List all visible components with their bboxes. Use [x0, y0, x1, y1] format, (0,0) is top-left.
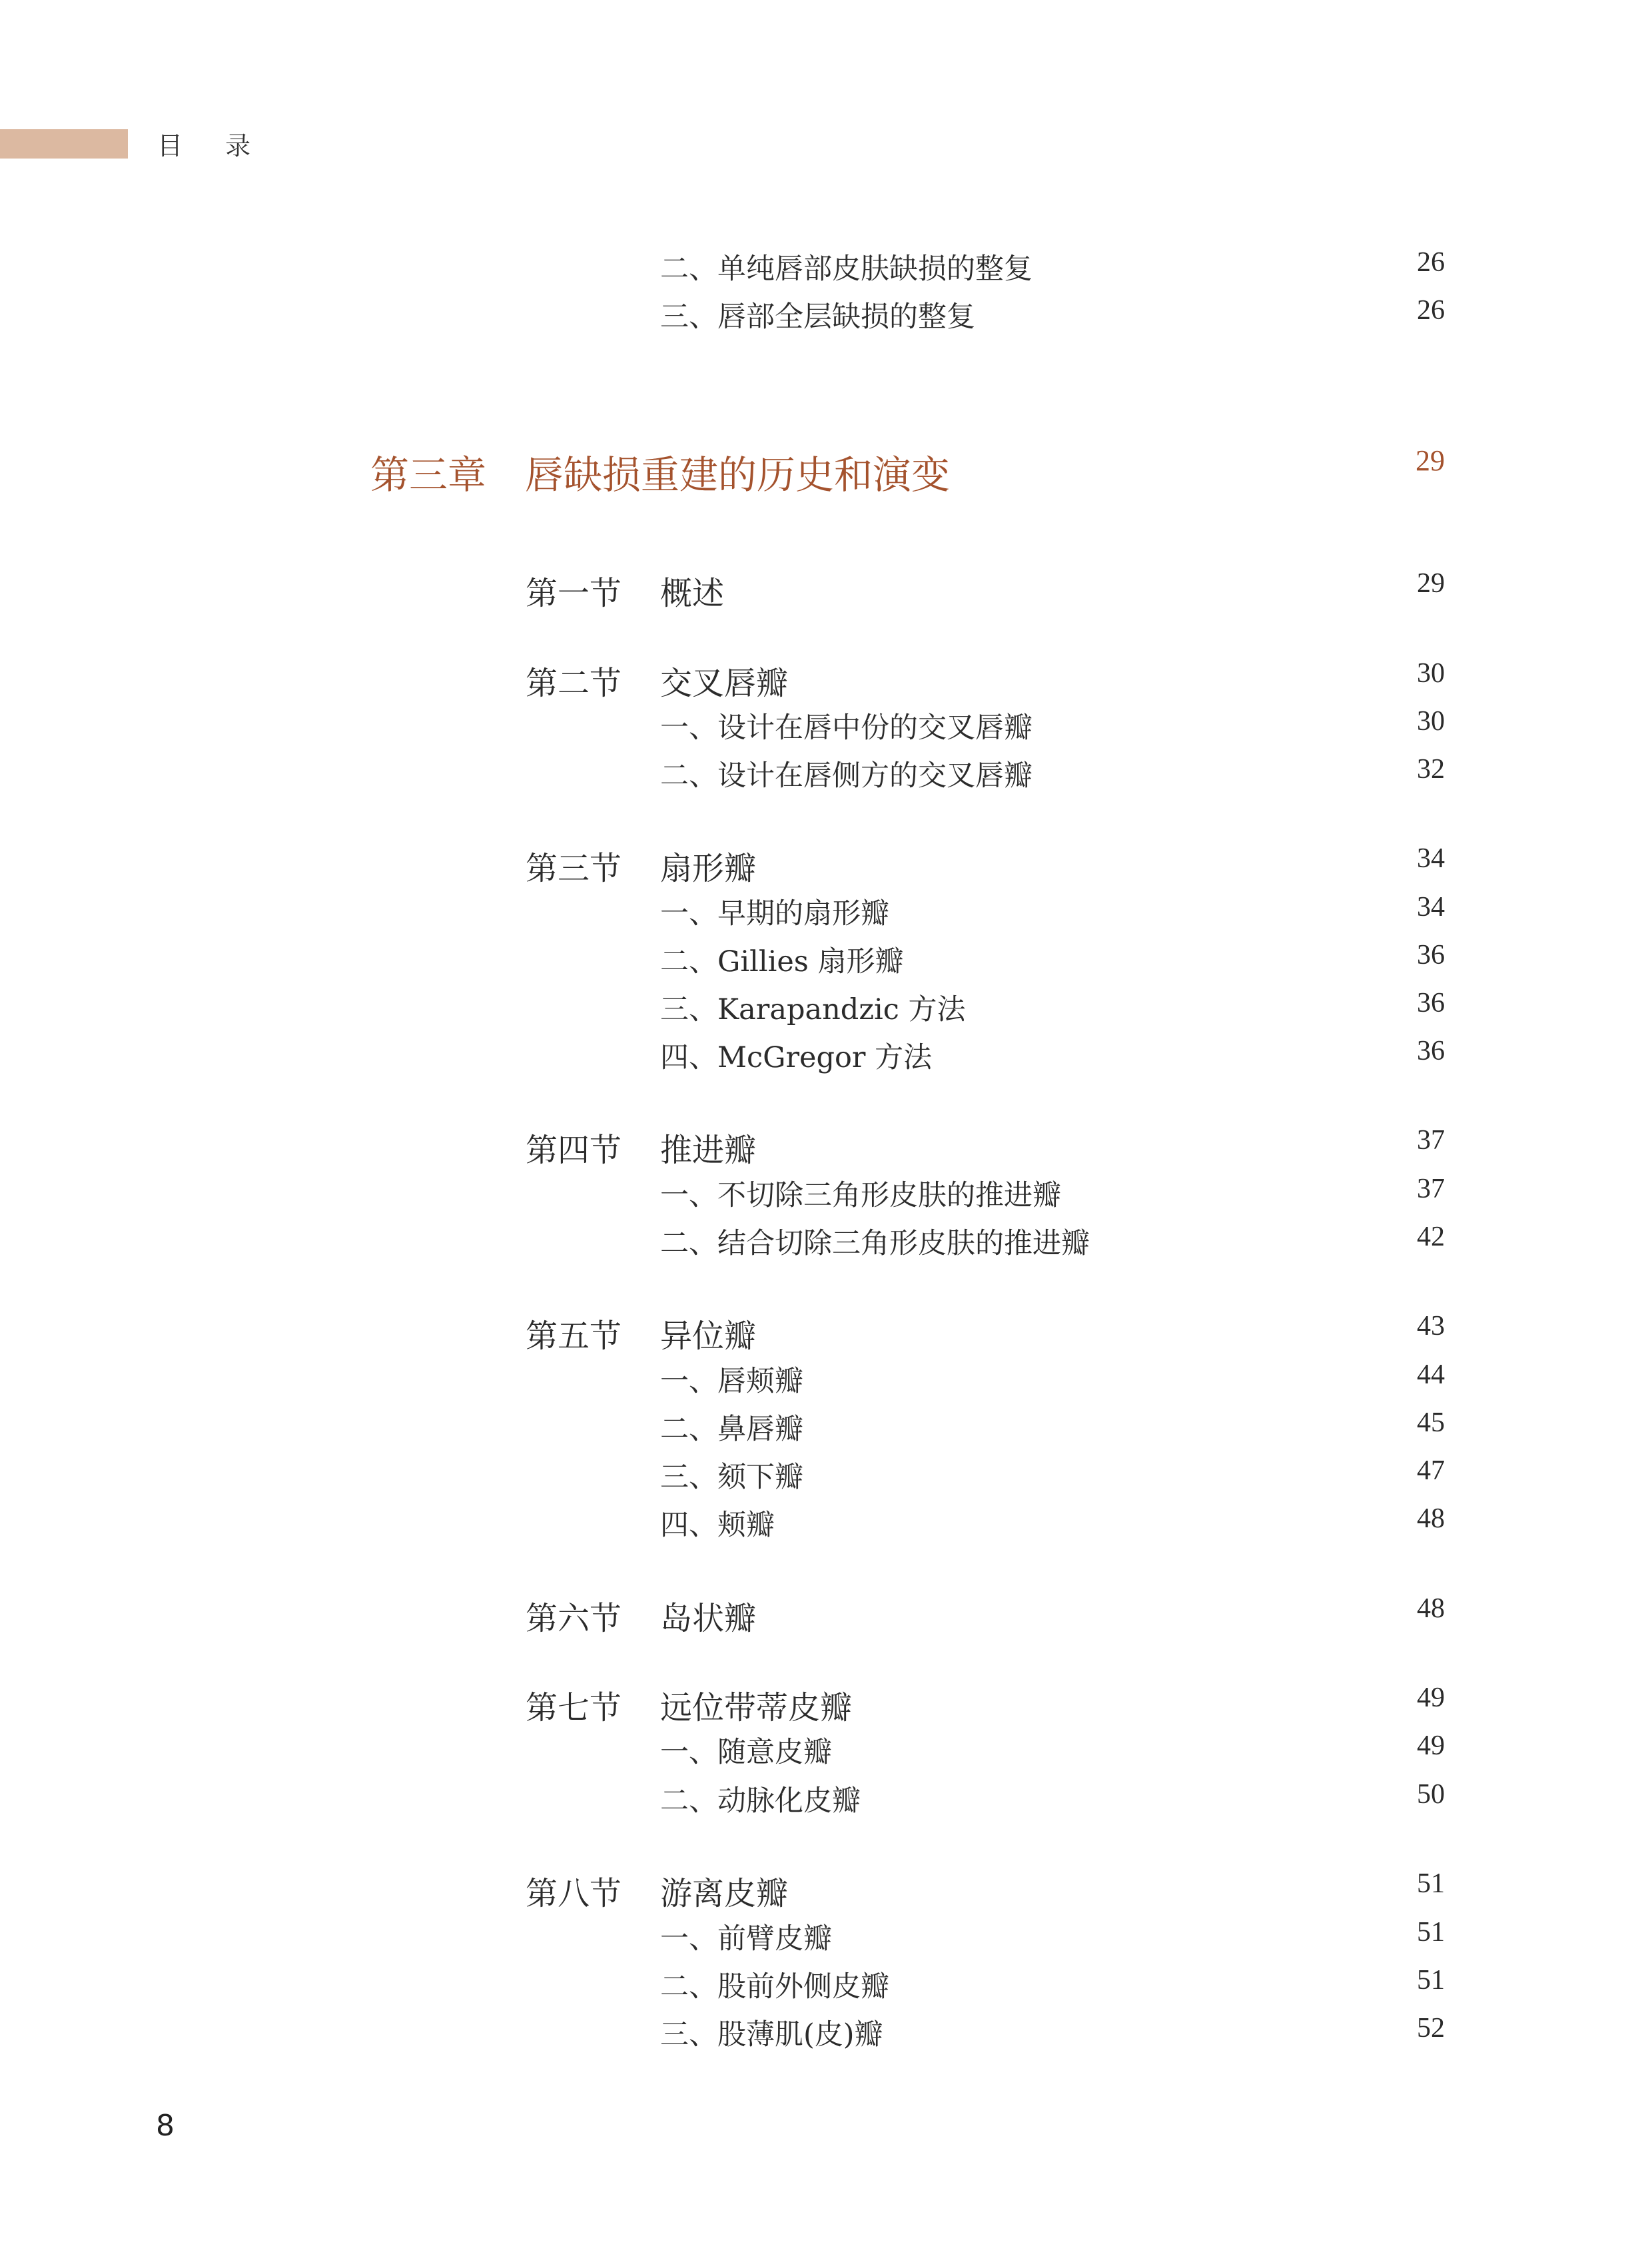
chapter-title: 唇缺损重建的历史和演变 — [525, 452, 951, 498]
toc-page-number: 36 — [1417, 940, 1445, 970]
toc-page-number: 51 — [1417, 1965, 1445, 1996]
toc-page-number: 30 — [1417, 706, 1445, 737]
toc-page-number: 49 — [1417, 1730, 1445, 1761]
section-number: 第三节 — [526, 850, 622, 887]
toc-page-number: 47 — [1417, 1455, 1445, 1486]
section-number: 第一节 — [526, 575, 622, 612]
section-title: 岛状瓣 — [660, 1600, 757, 1637]
toc-page-number: 44 — [1417, 1359, 1445, 1390]
toc-page-number: 32 — [1417, 754, 1445, 785]
toc-entry-label: 一、早期的扇形瓣 — [660, 897, 889, 931]
header-accent-bar — [0, 129, 128, 159]
toc-entry-label: 一、唇颊瓣 — [660, 1365, 803, 1398]
toc-entry-label: 三、股薄肌(皮)瓣 — [660, 2018, 883, 2052]
toc-entry-label: 二、鼻唇瓣 — [660, 1413, 803, 1446]
section-title: 异位瓣 — [660, 1317, 757, 1355]
toc-page-number: 36 — [1417, 1036, 1445, 1066]
section-number: 第七节 — [526, 1689, 622, 1726]
toc-page-number: 42 — [1417, 1222, 1445, 1252]
toc-page-number: 48 — [1417, 1503, 1445, 1534]
header-title: 目 录 — [157, 131, 268, 161]
toc-page-number: 49 — [1417, 1682, 1445, 1713]
toc-page-number: 51 — [1417, 1917, 1445, 1948]
section-title: 扇形瓣 — [660, 850, 757, 887]
section-number: 第二节 — [526, 665, 622, 702]
toc-entry-label: 一、前臂皮瓣 — [660, 1922, 832, 1956]
section-number: 第五节 — [526, 1317, 622, 1355]
toc-page-number: 37 — [1417, 1174, 1445, 1204]
toc-page-number: 29 — [1416, 444, 1445, 477]
page-number: 8 — [156, 2109, 175, 2143]
toc-entry-label: 一、设计在唇中份的交叉唇瓣 — [660, 711, 1032, 745]
toc-entry-label: 一、不切除三角形皮肤的推进瓣 — [660, 1179, 1061, 1212]
toc-entry-label: 四、颊瓣 — [660, 1509, 775, 1542]
section-title: 交叉唇瓣 — [660, 665, 789, 702]
toc-page-number: 26 — [1417, 247, 1445, 278]
chapter-number: 第三章 — [370, 452, 487, 498]
toc-page-number: 51 — [1417, 1868, 1445, 1899]
toc-entry-label: 二、设计在唇侧方的交叉唇瓣 — [660, 759, 1032, 793]
toc-page-number: 26 — [1417, 295, 1445, 326]
toc-entry-label: 二、动脉化皮瓣 — [660, 1784, 861, 1818]
toc-entry-label: 二、单纯唇部皮肤缺损的整复 — [660, 252, 1032, 286]
section-number: 第六节 — [526, 1600, 622, 1637]
section-title: 推进瓣 — [660, 1132, 757, 1169]
section-title: 概述 — [660, 575, 725, 612]
toc-entry-label: 三、颏下瓣 — [660, 1461, 803, 1494]
toc-entry-label: 二、股前外侧皮瓣 — [660, 1970, 889, 2004]
section-title: 远位带蒂皮瓣 — [660, 1689, 853, 1726]
toc-entry-label: 四、McGregor 方法 — [660, 1041, 933, 1074]
toc-entry-label: 二、结合切除三角形皮肤的推进瓣 — [660, 1227, 1090, 1260]
section-number: 第八节 — [526, 1875, 622, 1912]
toc-page-number: 36 — [1417, 988, 1445, 1018]
toc-page-number: 34 — [1417, 892, 1445, 923]
toc-page-number: 34 — [1417, 843, 1445, 874]
toc-entry-label: 三、唇部全层缺损的整复 — [660, 300, 975, 334]
section-title: 游离皮瓣 — [660, 1875, 789, 1912]
toc-page-number: 37 — [1417, 1125, 1445, 1156]
toc-page-number: 52 — [1417, 2013, 1445, 2044]
toc-page-number: 29 — [1417, 568, 1445, 599]
section-number: 第四节 — [526, 1132, 622, 1169]
toc-page-number: 43 — [1417, 1311, 1445, 1341]
toc-page-number: 48 — [1417, 1593, 1445, 1624]
toc-page-number: 45 — [1417, 1407, 1445, 1438]
toc-entry-label: 三、Karapandzic 方法 — [660, 993, 966, 1026]
toc-page-number: 30 — [1417, 658, 1445, 689]
toc-entry-label: 一、随意皮瓣 — [660, 1736, 832, 1769]
toc-page-number: 50 — [1417, 1779, 1445, 1810]
toc-entry-label: 二、Gillies 扇形瓣 — [660, 945, 904, 978]
